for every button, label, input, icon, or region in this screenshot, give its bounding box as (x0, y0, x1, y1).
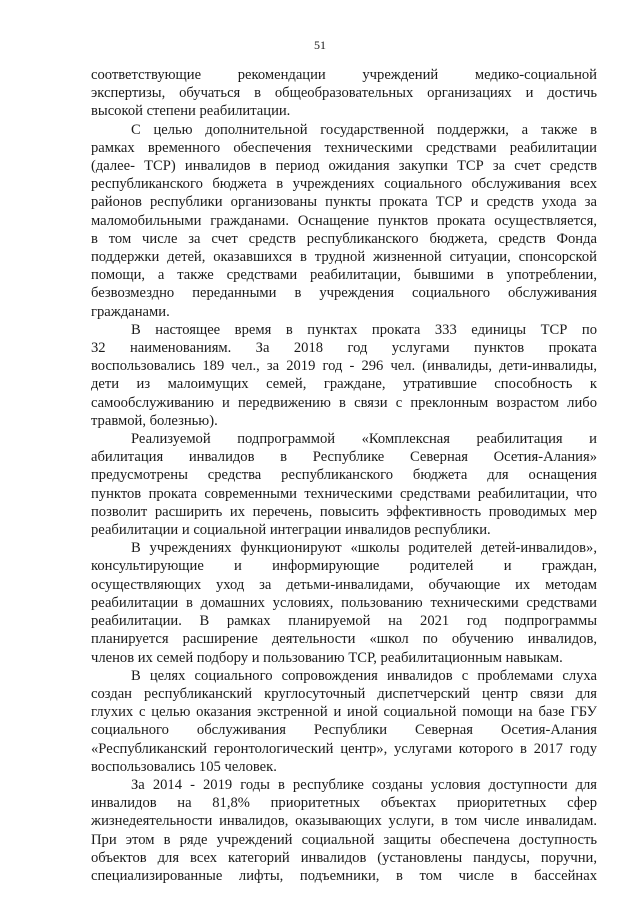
text-line: в том числе за счет средств республиканского бюджета, средств Фонда (91, 230, 597, 247)
text-line: реабилитации. В рамках планируемой на 2021 год подпрограммы (91, 613, 597, 630)
text-line: районов республики организованы пункты проката ТСР и средств ухода за (91, 194, 597, 211)
text-line: травмой, болезнью). (91, 412, 218, 429)
text-line: позволит расширить их перечень, повысить эффективность проводимых мер (91, 503, 597, 520)
text-line: осуществляющих уход за детьми-инвалидами, обучающие их методам (91, 576, 597, 593)
text-line: воспользовались 105 человек. (91, 758, 277, 775)
text-line: предусмотрены средства республиканского бюджета для оснащения (91, 467, 597, 484)
paragraph-4 (91, 430, 597, 539)
text-line: реабилитации в домашних условиях, пользованию техническими средствами (91, 594, 597, 611)
text-line: создан республиканский круглосуточный диспетчерский центр связи для (91, 685, 597, 702)
text-line: маломобильными гражданами. Оснащение пунктов проката осуществляется, (91, 212, 597, 229)
text-line: инвалидов на 81,8% приоритетных объектах приоритетных сфер (91, 795, 597, 812)
document-body (91, 66, 597, 885)
page-number: 51 (314, 38, 326, 52)
text-line: В настоящее время в пунктах проката 333 единицы ТСР по (131, 321, 597, 338)
text-line: республиканского бюджета в учреждениях социального обслуживания всех (91, 176, 597, 193)
text-line: С целью дополнительной государственной поддержки, а также в (131, 121, 597, 138)
text-line: гражданами. (91, 303, 170, 320)
text-line: рамках временного обеспечения техническими средствами реабилитации (91, 139, 597, 156)
text-line: самообслуживанию и передвижению в связи с преклонным возрастом либо (91, 394, 597, 411)
text-line: специализированные лифты, подъемники, в том числе в бассейнах (91, 867, 597, 884)
text-line: безвозмездно переданными в учреждения социального обслуживания (91, 285, 597, 302)
text-line: дети из малоимущих семей, граждане, утратившие способность к (91, 376, 597, 393)
text-line: экспертизы, обучаться в общеобразовательных организациях и достичь (91, 85, 597, 102)
paragraph-1 (91, 66, 597, 121)
text-line: объектов для всех категорий инвалидов (установлены пандусы, поручни, (91, 849, 597, 866)
text-line: социального обслуживания Республики Северная Осетия-Алания (91, 722, 597, 739)
text-line: 32 наименованиям. За 2018 год услугами пунктов проката (91, 340, 597, 357)
text-line: В целях социального сопровождения инвалидов с проблемами слуха (131, 667, 597, 684)
text-line: глухих с целью оказания экстренной и иной социальной помощи на базе ГБУ (91, 704, 597, 721)
paragraph-3 (91, 321, 597, 430)
text-line: жизнедеятельности инвалидов, оказывающих услуги, в том числе инвалидам. (91, 813, 597, 830)
text-line: (далее- ТСР) инвалидов в период ожидания закупки ТСР за счет средств (91, 158, 597, 175)
text-line: консультирующие и информирующие родителей и граждан, (91, 558, 597, 575)
text-line: соответствующие рекомендации учреждений медико-социальной (91, 67, 597, 83)
paragraph-5 (91, 539, 597, 666)
text-line: В учреждениях функционируют «школы родителей детей-инвалидов», (131, 540, 597, 557)
text-line: При этом в ряде учреждений социальной защиты обеспечена доступность (91, 831, 597, 848)
text-line: «Республиканский геронтологический центр», услугами которого в 2017 году (91, 740, 597, 757)
text-line: Реализуемой подпрограммой «Комплексная реабилитация и (131, 431, 597, 448)
text-line: членов их семей подбору и пользованию ТСР, реабилитационным навыкам. (91, 649, 563, 666)
text-line: абилитация инвалидов в Республике Северная Осетия-Алания» (91, 449, 597, 466)
text-line: воспользовались 189 чел., за 2019 год - 296 чел. (инвалиды, дети-инвалиды, (91, 358, 597, 375)
text-line: За 2014 - 2019 годы в республике созданы условия доступности для (131, 776, 597, 793)
text-line: реабилитации и социальной интеграции инвалидов республики. (91, 522, 491, 539)
paragraph-7 (91, 776, 597, 885)
text-line: пунктов проката современными техническими средствами реабилитации, что (91, 485, 597, 502)
text-line: высокой степени реабилитации. (91, 103, 291, 120)
text-line: помощи, а также средствами реабилитации, бывшими в употреблении, (91, 267, 597, 284)
text-line: планируется расширение деятельности «школ по обучению инвалидов, (91, 631, 597, 648)
paragraph-2 (91, 121, 597, 321)
paragraph-6 (91, 667, 597, 776)
text-line: поддержки детей, оказавшихся в трудной жизненной ситуации, спонсорской (91, 249, 597, 266)
